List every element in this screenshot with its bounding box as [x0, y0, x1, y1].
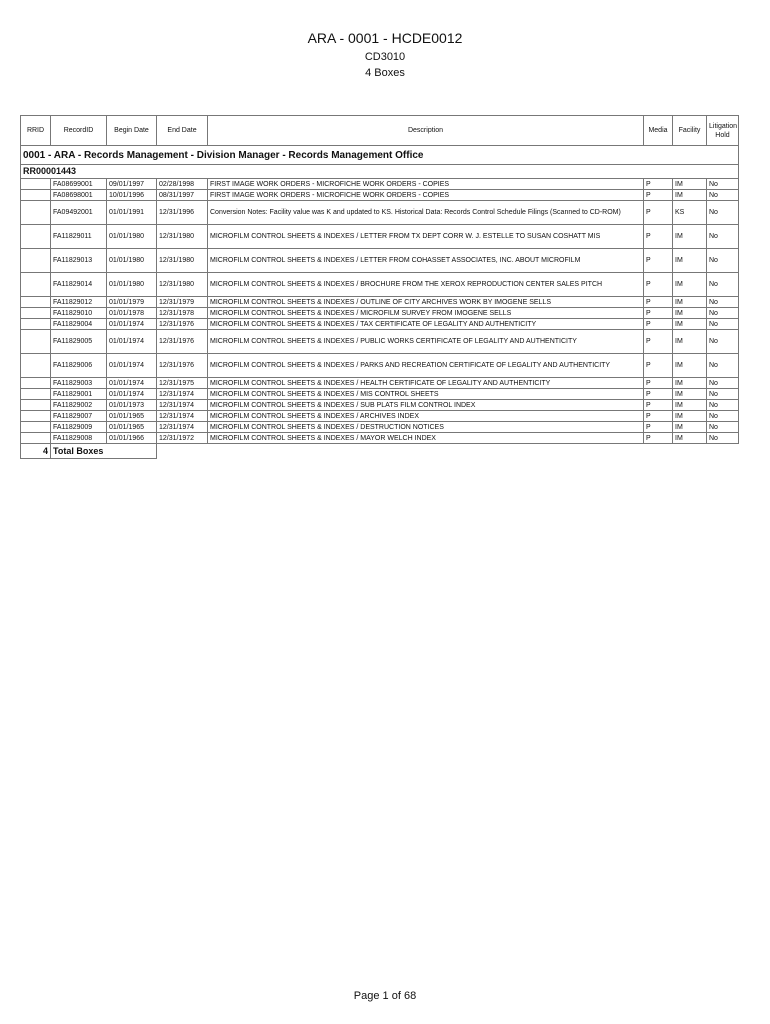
page-number: Page 1 of 68: [353, 990, 417, 1002]
end-date-cell: 02/28/1998: [157, 179, 208, 190]
table-row: [21, 411, 739, 422]
total-filler: [157, 444, 739, 459]
report-subtitle: CD3010: [364, 51, 406, 63]
description-cell: FIRST IMAGE WORK ORDERS - MICROFICHE WORK ORDERS - COPIES: [208, 179, 644, 190]
media-cell: P: [644, 179, 673, 190]
begin-date-cell: 01/01/1980: [107, 249, 157, 273]
table-row: [21, 297, 739, 308]
begin-date-cell: 01/01/1965: [107, 411, 157, 422]
rrid-cell: [21, 249, 51, 273]
description-cell: MICROFILM CONTROL SHEETS & INDEXES / LETTER FROM COHASSET ASSOCIATES, INC. ABOUT MICROFILM: [208, 249, 644, 273]
facility-cell: IM: [673, 354, 707, 378]
rrid-cell: [21, 297, 51, 308]
table-row: [21, 433, 739, 444]
media-cell: P: [644, 225, 673, 249]
media-cell: P: [644, 308, 673, 319]
table-row: [21, 354, 739, 378]
record-id-cell: FA11829009: [51, 422, 107, 433]
record-id-cell: FA11829014: [51, 273, 107, 297]
box-count: 4 Boxes: [365, 67, 405, 79]
col-description: Description: [208, 116, 644, 146]
table-row: [21, 308, 739, 319]
record-id-cell: FA08698001: [51, 190, 107, 201]
media-cell: P: [644, 354, 673, 378]
description-cell: MICROFILM CONTROL SHEETS & INDEXES / LETTER FROM TX DEPT CORR W. J. ESTELLE TO SUSAN COSHATT MIS: [208, 225, 644, 249]
table-row: [21, 378, 739, 389]
media-cell: P: [644, 249, 673, 273]
rrid-cell: [21, 190, 51, 201]
litigation-hold-cell: No: [707, 354, 739, 378]
end-date-cell: 12/31/1974: [157, 389, 208, 400]
description-cell: MICROFILM CONTROL SHEETS & INDEXES / PUBLIC WORKS CERTIFICATE OF LEGALITY AND AUTHENTICITY: [208, 330, 644, 354]
litigation-hold-cell: No: [707, 308, 739, 319]
report-title: ARA - 0001 - HCDE0012: [307, 30, 463, 46]
table-row: [21, 190, 739, 201]
record-id-cell: FA11829010: [51, 308, 107, 319]
end-date-cell: 12/31/1976: [157, 354, 208, 378]
begin-date-cell: 01/01/1974: [107, 319, 157, 330]
section-row: [21, 146, 739, 165]
record-id-cell: FA11829011: [51, 225, 107, 249]
facility-cell: KS: [673, 201, 707, 225]
facility-cell: IM: [673, 273, 707, 297]
begin-date-cell: 09/01/1997: [107, 179, 157, 190]
rrid-cell: [21, 354, 51, 378]
rrid-cell: [21, 225, 51, 249]
col-begin-date: Begin Date: [107, 116, 157, 146]
begin-date-cell: 01/01/1973: [107, 400, 157, 411]
description-cell: Conversion Notes: Facility value was K and updated to KS. Historical Data: Records Control Schedule Filings (Scanned to CD-ROM): [208, 201, 644, 225]
description-cell: MICROFILM CONTROL SHEETS & INDEXES / MIS CONTROL SHEETS: [208, 389, 644, 400]
rrid-cell: [21, 330, 51, 354]
litigation-hold-cell: No: [707, 378, 739, 389]
table-row: [21, 330, 739, 354]
record-id-cell: FA11829005: [51, 330, 107, 354]
litigation-hold-cell: No: [707, 225, 739, 249]
litigation-hold-cell: No: [707, 400, 739, 411]
media-cell: P: [644, 297, 673, 308]
end-date-cell: 12/31/1976: [157, 330, 208, 354]
col-litigation-hold: Litigation Hold: [707, 116, 739, 146]
table-row: [21, 389, 739, 400]
facility-cell: IM: [673, 422, 707, 433]
description-cell: MICROFILM CONTROL SHEETS & INDEXES / SUB PLATS FILM CONTROL INDEX: [208, 400, 644, 411]
rrid-cell: [21, 273, 51, 297]
litigation-hold-cell: No: [707, 201, 739, 225]
facility-cell: IM: [673, 330, 707, 354]
facility-cell: IM: [673, 297, 707, 308]
litigation-hold-cell: No: [707, 389, 739, 400]
rrid-cell: [21, 378, 51, 389]
facility-cell: IM: [673, 225, 707, 249]
col-facility: Facility: [673, 116, 707, 146]
rrid-cell: [21, 433, 51, 444]
facility-cell: IM: [673, 389, 707, 400]
section-title: 0001 - ARA - Records Management - Division Manager - Records Management Office: [21, 146, 739, 165]
begin-date-cell: 01/01/1991: [107, 201, 157, 225]
table-row: [21, 400, 739, 411]
media-cell: P: [644, 273, 673, 297]
description-cell: MICROFILM CONTROL SHEETS & INDEXES / BROCHURE FROM THE XEROX REPRODUCTION CENTER SALES PITCH: [208, 273, 644, 297]
media-cell: P: [644, 319, 673, 330]
description-cell: FIRST IMAGE WORK ORDERS - MICROFICHE WORK ORDERS - COPIES: [208, 190, 644, 201]
end-date-cell: 12/31/1980: [157, 273, 208, 297]
begin-date-cell: 01/01/1979: [107, 297, 157, 308]
end-date-cell: 12/31/1975: [157, 378, 208, 389]
table-row: [21, 179, 739, 190]
media-cell: P: [644, 190, 673, 201]
rr-id: RR00001443: [21, 165, 739, 179]
total-row: [21, 444, 739, 459]
record-id-cell: FA09492001: [51, 201, 107, 225]
end-date-cell: 12/31/1996: [157, 201, 208, 225]
end-date-cell: 12/31/1972: [157, 433, 208, 444]
media-cell: P: [644, 411, 673, 422]
begin-date-cell: 01/01/1980: [107, 273, 157, 297]
rrid-cell: [21, 179, 51, 190]
end-date-cell: 12/31/1974: [157, 422, 208, 433]
litigation-hold-cell: No: [707, 297, 739, 308]
description-cell: MICROFILM CONTROL SHEETS & INDEXES / PARKS AND RECREATION CERTIFICATE OF LEGALITY AND AUTHENTICITY: [208, 354, 644, 378]
litigation-hold-cell: No: [707, 190, 739, 201]
begin-date-cell: 10/01/1996: [107, 190, 157, 201]
media-cell: P: [644, 389, 673, 400]
table-row: [21, 225, 739, 249]
facility-cell: IM: [673, 249, 707, 273]
media-cell: P: [644, 433, 673, 444]
litigation-hold-cell: No: [707, 249, 739, 273]
description-cell: MICROFILM CONTROL SHEETS & INDEXES / HEALTH CERTIFICATE OF LEGALITY AND AUTHENTICITY: [208, 378, 644, 389]
table-row: [21, 319, 739, 330]
description-cell: MICROFILM CONTROL SHEETS & INDEXES / TAX CERTIFICATE OF LEGALITY AND AUTHENTICITY: [208, 319, 644, 330]
begin-date-cell: 01/01/1965: [107, 422, 157, 433]
col-rrid: RRID: [21, 116, 51, 146]
description-cell: MICROFILM CONTROL SHEETS & INDEXES / MICROFILM SURVEY FROM IMOGENE SELLS: [208, 308, 644, 319]
records-table: [20, 115, 739, 459]
table-row: [21, 422, 739, 433]
rr-row: [21, 165, 739, 179]
facility-cell: IM: [673, 190, 707, 201]
end-date-cell: 12/31/1979: [157, 297, 208, 308]
facility-cell: IM: [673, 179, 707, 190]
facility-cell: IM: [673, 319, 707, 330]
record-id-cell: FA11829001: [51, 389, 107, 400]
end-date-cell: 12/31/1976: [157, 319, 208, 330]
facility-cell: IM: [673, 411, 707, 422]
rrid-cell: [21, 400, 51, 411]
end-date-cell: 08/31/1997: [157, 190, 208, 201]
facility-cell: IM: [673, 433, 707, 444]
begin-date-cell: 01/01/1974: [107, 330, 157, 354]
col-end-date: End Date: [157, 116, 208, 146]
col-media: Media: [644, 116, 673, 146]
litigation-hold-cell: No: [707, 411, 739, 422]
litigation-hold-cell: No: [707, 433, 739, 444]
rrid-cell: [21, 308, 51, 319]
end-date-cell: 12/31/1978: [157, 308, 208, 319]
media-cell: P: [644, 422, 673, 433]
facility-cell: IM: [673, 378, 707, 389]
description-cell: MICROFILM CONTROL SHEETS & INDEXES / MAYOR WELCH INDEX: [208, 433, 644, 444]
media-cell: P: [644, 330, 673, 354]
total-count: 4: [21, 444, 51, 459]
litigation-hold-cell: No: [707, 179, 739, 190]
media-cell: P: [644, 378, 673, 389]
table-row: [21, 273, 739, 297]
record-id-cell: FA11829007: [51, 411, 107, 422]
record-id-cell: FA11829003: [51, 378, 107, 389]
begin-date-cell: 01/01/1974: [107, 354, 157, 378]
facility-cell: IM: [673, 308, 707, 319]
table-row: [21, 249, 739, 273]
rrid-cell: [21, 201, 51, 225]
col-record-id: RecordID: [51, 116, 107, 146]
begin-date-cell: 01/01/1966: [107, 433, 157, 444]
media-cell: P: [644, 201, 673, 225]
record-id-cell: FA11829002: [51, 400, 107, 411]
litigation-hold-cell: No: [707, 273, 739, 297]
litigation-hold-cell: No: [707, 422, 739, 433]
begin-date-cell: 01/01/1974: [107, 389, 157, 400]
record-id-cell: FA11829006: [51, 354, 107, 378]
column-header-row: [21, 116, 739, 146]
rrid-cell: [21, 422, 51, 433]
facility-cell: IM: [673, 400, 707, 411]
rrid-cell: [21, 389, 51, 400]
record-id-cell: FA11829012: [51, 297, 107, 308]
record-id-cell: FA08699001: [51, 179, 107, 190]
end-date-cell: 12/31/1980: [157, 249, 208, 273]
litigation-hold-cell: No: [707, 330, 739, 354]
rrid-cell: [21, 411, 51, 422]
begin-date-cell: 01/01/1978: [107, 308, 157, 319]
record-id-cell: FA11829013: [51, 249, 107, 273]
record-id-cell: FA11829004: [51, 319, 107, 330]
description-cell: MICROFILM CONTROL SHEETS & INDEXES / ARCHIVES INDEX: [208, 411, 644, 422]
end-date-cell: 12/31/1974: [157, 400, 208, 411]
total-label: Total Boxes: [51, 444, 157, 459]
table-row: [21, 201, 739, 225]
media-cell: P: [644, 400, 673, 411]
litigation-hold-cell: No: [707, 319, 739, 330]
end-date-cell: 12/31/1974: [157, 411, 208, 422]
record-id-cell: FA11829008: [51, 433, 107, 444]
rrid-cell: [21, 319, 51, 330]
description-cell: MICROFILM CONTROL SHEETS & INDEXES / OUTLINE OF CITY ARCHIVES WORK BY IMOGENE SELLS: [208, 297, 644, 308]
end-date-cell: 12/31/1980: [157, 225, 208, 249]
begin-date-cell: 01/01/1974: [107, 378, 157, 389]
description-cell: MICROFILM CONTROL SHEETS & INDEXES / DESTRUCTION NOTICES: [208, 422, 644, 433]
begin-date-cell: 01/01/1980: [107, 225, 157, 249]
